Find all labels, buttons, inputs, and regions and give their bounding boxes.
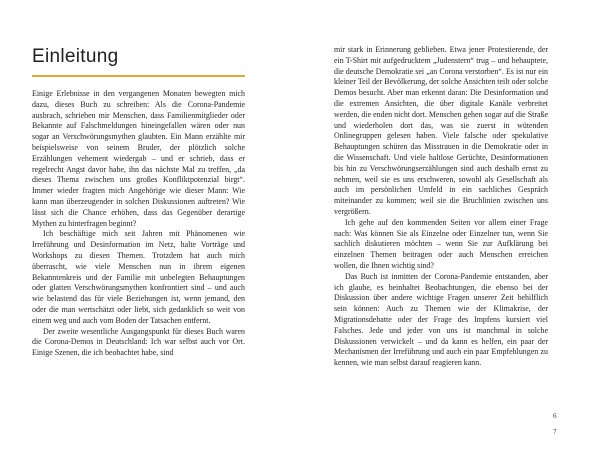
paragraph: Der zweite wesentliche Ausgangspunkt für dieses Buch waren die Corona-Demos in Deutschland: Ich war selbst auch vor Ort. Einige Szenen, die ich beobachtet habe, sind [32,326,245,358]
paragraph: Einige Erlebnisse in den vergangenen Monaten bewegten mich dazu, dieses Buch zu schreiben: Als die Corona-Pandemie ausbrach, schrieben mir Menschen, dass Familienmitglieder oder Bekannte auf Falschmeldungen hineingefallen wären oder nun sogar an Verschwörungsmythen glaubten. Ein Mann erzählte mir beispielsweise von seinem Bruder, der plötzlich solche Erzählungen vehement wiedergab – und er schrieb, dass er regelrecht Angst davor habe, ihn das nächste Mal zu treffen, „da dieses Thema zwischen uns großes Konfliktpotenzial birgt“. Immer wieder fragten mich Angehörige wie dieser Mann: Wie kann man überzeugender in solchen Diskussionen auftreten? Wie lässt sich die Chance erhöhen, dass das Gegenüber derartige Mythen zu hinterfragen beginnt? [32,89,245,228]
page-number: 6 [553,412,557,420]
paragraph: Ich beschäftige mich seit Jahren mit Phänomenen wie Irreführung und Desinformation im Netz, halte Vorträge und Workshops zu diesen Themen. Trotzdem hat auch mich überrascht, wie viele Menschen nun in ihrem eigenen Bekanntenkreis und der Familie mit unbelegten Behauptungen oder glatten Verschwörungsmythen konfrontiert sind – und auch wie belastend das für viele Beziehungen ist, wenn jemand, den oder die man wertschätzt oder liebt, sich gedanklich so weit von einem weg und auch vom Boden der Tatsachen entfernt. [32,229,245,325]
right-page-body [334,45,548,369]
title-underline-rule [32,75,245,77]
paragraph: mir stark in Erinnerung geblieben. Etwa jener Protestierende, der ein T-Shirt mit aufgedrucktem „Judenstern“ trug – und behauptete, die deutsche Demokratie sei „an Corona verstorben“. Es ist nur ein kleiner Teil der Bevölkerung, der solche Ansichten teilt oder solche Demos besucht. Aber man erkennt daran: Die Desinformation und die extremen Ansichten, die über digitale Kanäle verbreitet werden, die enden nicht dort. Menschen gehen sogar auf die Straße und wiederholen dort das, was sie zuerst in wütenden Onlinegruppen gelesen haben. Viele falsche oder spekulative Behauptungen schüren das Misstrauen in die Demokratie oder in die Wissenschaft. Und viele haltlose Gerüchte, Desinformationen bis hin zu Verschwörungserzählungen sind auch deshalb ernst zu nehmen, weil sie es uns erschweren, sowohl als Gesellschaft als auch im persönlichen Umfeld in ein sachliches Gespräch miteinander zu kommen; weil sie die Bruchlinien zwischen uns vergrößern. [334,45,548,216]
page-number: 7 [553,428,557,436]
paragraph: Das Buch ist inmitten der Corona-Pandemie entstanden, aber ich glaube, es beinhaltet Beobachtungen, die ebenso bei der Diskussion über andere wichtige Fragen unserer Zeit behilflich sein können: Auch zu Themen wie der Klimakrise, der Migrationsdebatte oder der Frage des Impfens kursiert viel Falsches. Jede und jeder von uns ist manchmal in solche Diskussionen verwickelt – und da kann es helfen, ein paar der Mechanismen der Irreführung und auch ein paar Empfehlungen zu kennen, wie man selbst darauf reagieren kann. [334,271,548,368]
paragraph: Ich gehe auf den kommenden Seiten vor allem einer Frage nach: Was können Sie als Einzelne oder Einzelner tun, wenn Sie sachlich diskutieren möchten – wenn Sie zur Aufklärung bei einzelnen Themen beitragen oder auch Menschen erreichen wollen, die Ihnen wichtig sind? [334,217,548,270]
left-page-body [32,89,245,359]
chapter-title: Einleitung [32,46,119,67]
right-page [300,0,600,467]
